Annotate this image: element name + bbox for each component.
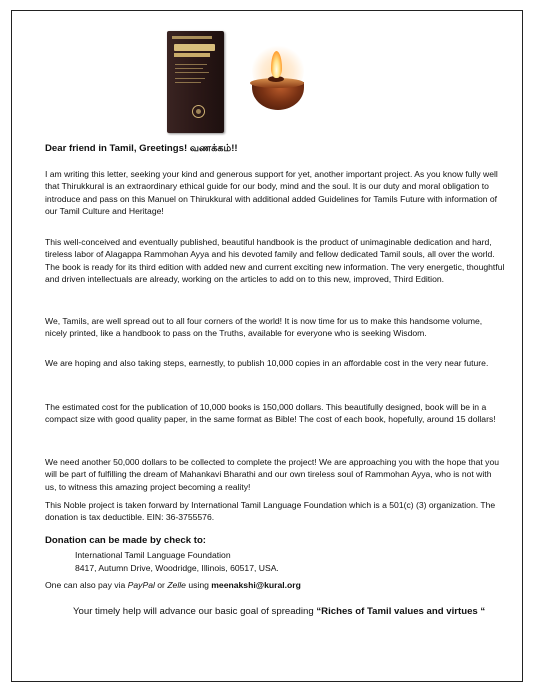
paragraph-tamils: We, Tamils, are well spread out to all four corners of the world! It is now time for us to make this handsome volume, nicely printed, like a handbook to pass on the Truths, available for everyone who is seeking Wisdom. [45,316,483,339]
book-emblem-icon [192,105,205,118]
payment-prefix: One can also pay via [45,580,128,590]
paragraph-plans: We are hoping and also taking steps, earnestly, to publish 10,000 copies in an affordable cost in the very near future. [45,358,489,368]
payment-line [45,580,301,590]
paragraph-foundation: This Noble project is taken forward by International Tamil Language Foundation which is a 501(c) (3) organization. The donation is tax deductible. EIN: 36-3755576. [45,500,496,523]
closing-line [73,606,485,617]
paragraph-cost: The estimated cost for the publication of 10,000 books is 150,000 dollars. This beautifully designed, book will be in a compact size with good quality paper, in the same format as Bible! The cost of each book, hopefully, around 15 dollars! [45,402,496,425]
paragraph-intro: I am writing this letter, seeking your kind and generous support for yet, another important project. As you know fully well that Thirukkural is an extraordinary ethical guide for our body, mind and the soul. It is our duty and moral obligation to introduce and pass on this Manuel on Thirukkural with additional added Guidelines for Tamils Future with information of our Tamil Culture and Heritage! [45,169,498,216]
donation-org: International Tamil Language Foundation [75,550,231,560]
oil-lamp-image [246,40,306,115]
greeting: Dear friend in Tamil, Greetings! வணக்கம்!! [45,143,238,154]
paragraph-need: We need another 50,000 dollars to be collected to complete the project! We are approaching you with the hope that you will be part of fulfilling the dream of Mahankavi Bharathi and our own tireless soul of Rammohan Ayya, who is not with us, to witness this amazing project becoming a reality! [45,457,500,492]
donation-address: 8417, Autumn Drive, Woodridge, Illinois, 60517, USA. [75,563,279,573]
payment-or: or [154,580,168,590]
book-cover-image [167,31,224,133]
flame-icon [271,51,282,78]
payment-using: using [185,580,212,590]
email-address: meenakshi@kural.org [211,580,301,590]
zelle-label: Zelle [167,580,186,590]
paypal-label: PayPal [127,580,155,590]
paragraph-handbook: This well-conceived and eventually published, beautiful handbook is the product of unimaginable dedication and hard, tireless labor of Alagappa Rammohan Ayya and his devoted family and fellow dedicated Tamil souls, all over the world. The book is ready for its third edition with added new and current exciting new information. The very energetic, thoughtful and driven intellectuals are already, working on the articles to add on to this new, improved, Third Edition. [45,237,505,284]
closing-emphasis: “Riches of Tamil values and virtues “ [316,606,486,617]
donation-heading: Donation can be made by check to: [45,535,206,546]
closing-prefix: Your timely help will advance our basic goal of spreading [73,606,317,617]
